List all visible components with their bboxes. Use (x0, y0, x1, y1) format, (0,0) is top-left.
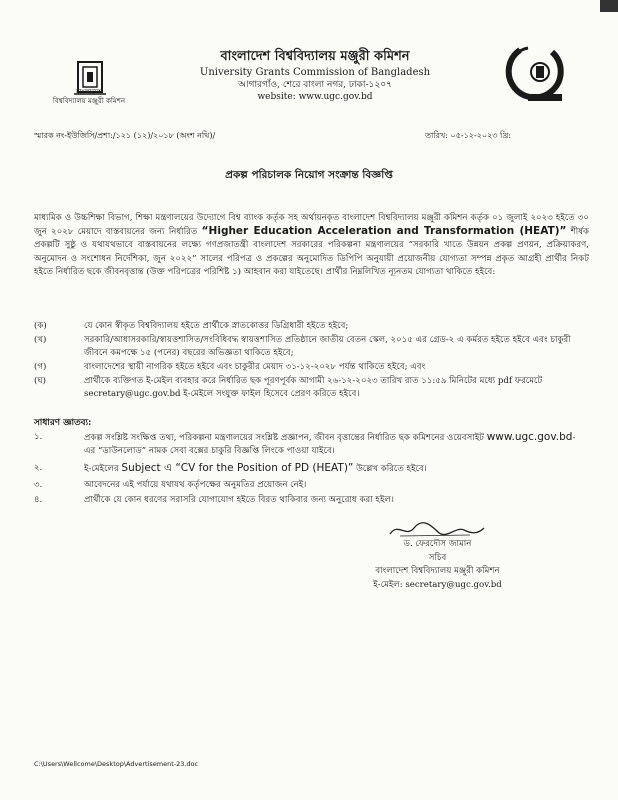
note-label: ২. (34, 463, 43, 473)
signatory-designation: সচিব (428, 552, 447, 563)
body-part2: শীর্ষক প্রকল্পটি সুষ্ঠু ও যথাযথভাবে বাস্তবায়নের লক্ষ্যে গণপ্রজাতন্ত্রী বাংলাদেশ সরকারের পরিকল্পনা মন্ত্রণালয়ের “সরকারি খাতে উন্নয়ন প্রকল্প প্রণয়ন, প্রক্রিয়াকরণ, অনুমোদন ও সংশোধন নির্দেশিকা, জুন ২০২২” সালের পরিপত্র ও প্রকল্পের অনুমোদিত ডিপিপি অনুযায়ী প্রয়োজনীয় যোগ্যতা সম্পন্ন প্রকৃত আগ্রহী প্রার্থীর নিকট হইতে নির্ধারিত ছকে জীবনবৃত্তান্ত (উক্ত পরিপত্রের পরিশিষ্ট ১) আহবান করা যাইতেছে। প্রার্থীর নিম্নলিখিত ন্যূনতম যোগ্যতা থাকিতে হইবে: (34, 227, 589, 277)
note-text (84, 431, 589, 458)
note-label: ১. (34, 432, 43, 442)
document-path: C:\Users\Wellcome\Desktop\Advertisement-23.doc (34, 760, 199, 768)
scan-mark-icon (600, 0, 618, 12)
notice-title: প্রকল্প পরিচালক নিয়োগ সংক্রান্ত বিজ্ঞপ্তি (225, 169, 393, 181)
item-text: যে কোন স্বীকৃত বিশ্ববিদ্যালয় হইতে প্রার্থীকে স্নাতকোত্তর ডিগ্রিধারী হইতে হইবে; (84, 321, 349, 331)
ugc-website-link[interactable]: www.ugc.gov.bd (486, 431, 573, 443)
item-label: (গ) (34, 362, 47, 372)
project-name: “Higher Education Acceleration and Transformation (HEAT)” (201, 225, 567, 238)
note-label: ৩. (34, 480, 43, 490)
note-text: আবেদনের এই পর্যায়ে যথাযথ কর্তৃপক্ষের অনুমতির প্রয়োজন নেই। (84, 480, 307, 490)
body-part1: মাধ্যমিক ও উচ্চশিক্ষা বিভাগ, শিক্ষা মন্ত্রণালয়ের উদ্যোগে বিশ্ব ব্যাংক কর্তৃক সহ অর্থায়নকৃত বাংলাদেশ বিশ্ববিদ্যালয় মঞ্জুরী কমিশন কর্তৃক ০১ জুলাই ২০২৩ হইতে ৩০ জুন ২০২৮ মেয়াদে বাস্তবায়নের জন্য নির্ধারিত (34, 213, 589, 238)
signature-icon (380, 520, 490, 540)
left-logo-caption-line1: বাংলাদেশ (75, 88, 103, 96)
signatory-name: ড. ফেরদৌস জামান (403, 539, 472, 549)
left-logo-caption-line2: বিশ্ববিদ্যালয় মঞ্জুরী কমিশন (52, 97, 126, 105)
left-logo-caption (34, 88, 144, 106)
signatory-email: ই-মেইল: secretary@ugc.gov.bd (373, 579, 502, 590)
item-text: সরকারি/আধাসরকারি/স্বায়ত্তশাসিত/সংবিধিবদ্ধ স্বায়ত্তশাসিত প্রতিষ্ঠানে জাতীয় বেতন স্কেল, ২০১৫ এর গ্রেড-২ এ কর্মরত হইতে হইবে এবং চাকুরী জীবনে কমপক্ষে ১৫ (পনের) বছরের অভিজ্ঞতা থাকিতে হইবে; (84, 335, 571, 359)
signature-block (330, 538, 545, 592)
note-label: ৪. (34, 495, 43, 505)
notice-body (34, 212, 589, 279)
item-label: (খ) (34, 335, 47, 345)
org-name-bn: বাংলাদেশ বিশ্ববিদ্যালয় মঞ্জুরী কমিশন (220, 49, 410, 64)
note-text (84, 462, 589, 476)
item-text: বাংলাদেশের স্থায়ী নাগরিক হইতে হইবে এবং চাকুরীর মেয়াদ ৩১-১২-২০২৮ পর্যন্ত থাকিতে হইবে; এবং (84, 362, 426, 372)
anniversary-emblem-icon (500, 42, 570, 108)
memo-date: তারিখ: ০৫-১২-২০২৩ খ্রি: (425, 131, 511, 140)
letterhead (150, 48, 480, 103)
memo-reference: স্মারক নং-ইউজিসি/প্রশা:/১২১ (১২)/২০১৮ (অংশ নথি)/ (34, 131, 216, 140)
note-text-a: প্রকল্প সংশ্লিষ্ট সংক্ষিপ্ত তথ্য, পরিকল্পনা মন্ত্রণালয়ের সংশ্লিষ্ট প্রজ্ঞাপন, জীবন বৃত্তান্তের নির্ধারিত ছক কমিশনের ওয়েবসাইট (84, 433, 487, 443)
item-label: (ক) (34, 321, 47, 331)
signatory-org: বাংলাদেশ বিশ্ববিদ্যালয় মঞ্জুরী কমিশন (375, 566, 500, 576)
note-text: প্রার্থীকে যে কোন ধরণের সরাসরি যোগাযোগ হইতে বিরত থাকিবার জন্য অনুরোধ করা হইল। (84, 495, 394, 505)
item-label: (ঘ) (34, 376, 47, 386)
item-text: প্রার্থীকে ব্যক্তিগত ই-মেইল ব্যবহার করে নির্ধারিত ছক পূরণপূর্বক আগামী ২৬-১২-২০২৩ তারিখ রাত ১১:৫৯ মিনিটের মধ্যে pdf ফরমেটে secretary@ugc.gov.bd ই-মেইলে সংযুক্ত ফাইল হিসেবে প্রেরণ করিতে হইবে। (84, 376, 543, 400)
general-notes-heading: সাধারণ জ্ঞাতব্য: (34, 418, 92, 428)
note-text-a: ই-মেইলের (84, 464, 122, 474)
note-text-c: উল্লেখ করিতে হইবে। (353, 464, 427, 474)
org-website: website: www.ugc.gov.bd (257, 92, 373, 102)
note-text-c: - এর “ডাউনলোড” নামক সেবা বক্সের চাকুরি বিজ্ঞপ্তি লিংকে পাওয়া যাইবে। (84, 433, 576, 457)
org-name-en: University Grants Commission of Bangladesh (199, 67, 431, 78)
org-address: আগারগাঁও, শেরে বাংলা নগর, ঢাকা-১২০৭ (238, 80, 392, 90)
email-subject: Subject এ “CV for the Position of PD (HEAT)” (121, 462, 354, 474)
